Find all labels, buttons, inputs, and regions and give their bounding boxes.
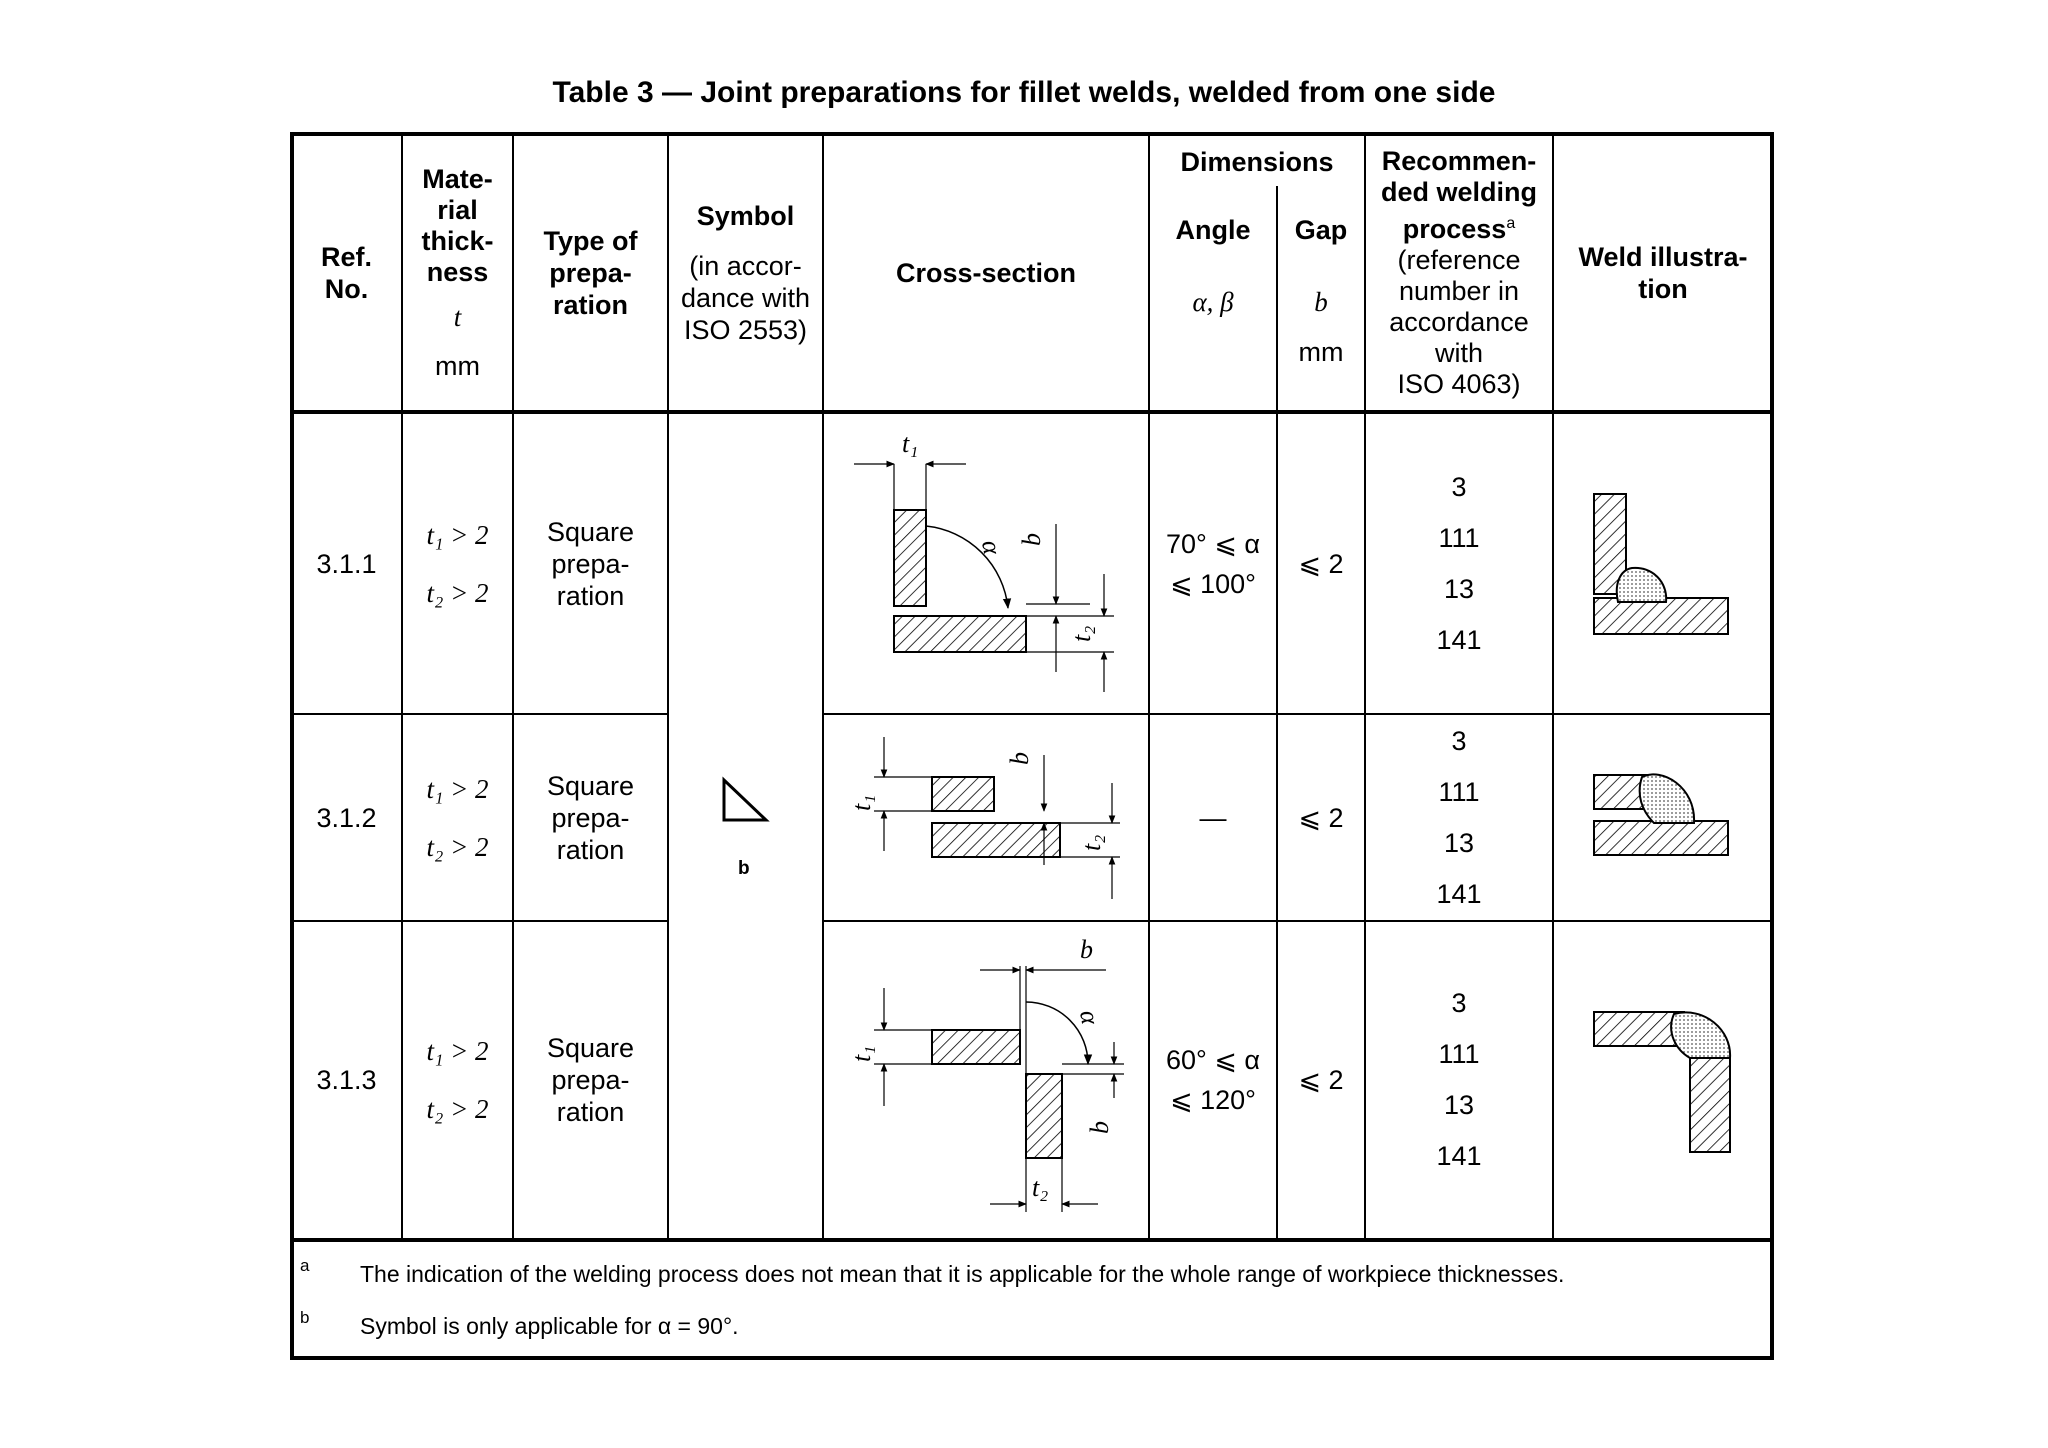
row2-process-item: 13 <box>1443 827 1475 858</box>
row1-process-item: 13 <box>1443 573 1475 604</box>
row3-angle-line: 60° ⩽ α <box>1165 1045 1261 1075</box>
header-ref-line: Ref. <box>320 242 372 272</box>
row1-type <box>514 414 667 713</box>
row2-process <box>1366 715 1552 920</box>
row3-t2: t₂ > 2 <box>426 1094 489 1124</box>
row1-cross-section-diagram <box>824 414 1148 713</box>
row1-t1: t₁ > 2 <box>426 519 489 550</box>
header-material-symbol: t <box>453 302 462 332</box>
header-process-sub-line: number in <box>1398 276 1520 306</box>
header-process-sub-line: (reference <box>1397 245 1521 275</box>
header-material-line: Mate- <box>422 164 493 194</box>
header-symbol-line: dance with <box>680 283 811 313</box>
row2-type-line: Square <box>546 770 635 801</box>
header-gap <box>1278 200 1364 400</box>
row2-ref: 3.1.2 <box>316 802 377 833</box>
header-dimensions-label: Dimensions <box>1180 147 1334 177</box>
row3-type <box>514 922 667 1238</box>
row1-type-line: Square <box>546 516 635 547</box>
t2-label: t₂ <box>1067 625 1096 642</box>
header-cross-section <box>824 136 1148 410</box>
row3-type-line: ration <box>556 1097 625 1127</box>
header-angle-symbol: α, β <box>1192 287 1234 317</box>
header-process-sub-line: accordance <box>1389 307 1529 337</box>
row3-type-line: prepa- <box>551 1065 630 1095</box>
row2-gap: ⩽ 2 <box>1298 802 1344 833</box>
row2-t2: t₂ > 2 <box>426 831 489 862</box>
row2-angle-line: — <box>1199 802 1227 833</box>
row2-process-item: 3 <box>1451 725 1467 756</box>
header-symbol-line: (in accor- <box>689 251 802 281</box>
header-material-unit: mm <box>435 351 480 381</box>
t1-label: t₁ <box>902 429 919 458</box>
t1-label: t₁ <box>847 1045 876 1062</box>
header-material-line: thick- <box>421 226 494 256</box>
footnote-b-mark: b <box>300 1308 310 1327</box>
header-type-line: prepa- <box>549 258 632 288</box>
row2-process-item: 111 <box>1438 776 1480 807</box>
row1-ref: 3.1.1 <box>316 548 377 579</box>
header-symbol <box>669 136 822 410</box>
row2-weld-illustration <box>1554 715 1772 920</box>
row1-angle <box>1150 414 1276 713</box>
header-illustration-line: Weld illustra- <box>1578 242 1748 272</box>
header-dimensions <box>1150 140 1364 184</box>
row1-type-line: ration <box>556 580 625 611</box>
header-material-line: ness <box>426 257 489 287</box>
alpha-label: α <box>1074 1008 1106 1027</box>
header-process-sub-line: ISO 4063) <box>1397 369 1521 399</box>
row3-weld-illustration <box>1554 922 1772 1238</box>
row3-angle <box>1150 922 1276 1238</box>
row3-process-item: 13 <box>1443 1090 1475 1120</box>
b-label: b <box>1005 752 1034 765</box>
row1-process-item: 3 <box>1451 471 1467 502</box>
row2-type <box>514 715 667 920</box>
t2-label: t₂ <box>1032 1173 1049 1202</box>
header-gap-unit: mm <box>1298 337 1344 367</box>
row3-ref: 3.1.3 <box>316 1065 377 1095</box>
row1-type-line: prepa- <box>551 548 630 579</box>
header-type <box>514 136 667 410</box>
header-material <box>403 136 512 410</box>
b-label: b <box>1080 935 1093 964</box>
row1-gap: ⩽ 2 <box>1298 548 1344 579</box>
row1-weld-illustration <box>1554 414 1772 713</box>
row2-type-line: prepa- <box>551 802 630 833</box>
row3-angle-line: ⩽ 120° <box>1170 1085 1256 1115</box>
row1-angle-line: ⩽ 100° <box>1170 568 1256 599</box>
b-label: b <box>1017 533 1046 546</box>
header-process-line: Recommen- <box>1381 146 1537 176</box>
header-angle <box>1150 200 1276 370</box>
header-ref <box>292 136 401 410</box>
header-ref-line: No. <box>324 274 369 304</box>
header-illustration-line: tion <box>1638 274 1688 304</box>
row1-thickness <box>403 414 512 713</box>
row1-process-item: 141 <box>1436 624 1482 655</box>
row3-thickness <box>403 922 512 1238</box>
footnote-b-text: Symbol is only applicable for α = 90°. <box>360 1313 739 1339</box>
symbol-footnote-ref-b: b <box>738 858 750 879</box>
row1-process <box>1366 414 1552 713</box>
header-symbol-title: Symbol <box>696 201 795 231</box>
header-gap-label: Gap <box>1294 215 1348 245</box>
row3-t1: t₁ > 2 <box>426 1036 489 1066</box>
row1-angle-line: 70° ⩽ α <box>1165 528 1261 559</box>
row3-process-item: 3 <box>1451 988 1467 1018</box>
row2-thickness <box>403 715 512 920</box>
row3-process-item: 141 <box>1436 1141 1482 1171</box>
footnote-a-text: The indication of the welding process does not mean that it is applicable for the whole range of workpiece thicknesses. <box>360 1261 1565 1287</box>
header-illustration <box>1554 136 1772 410</box>
row2-process-item: 141 <box>1436 878 1482 909</box>
row2-type-line: ration <box>556 834 625 865</box>
header-symbol-line: ISO 2553) <box>683 315 808 345</box>
header-process-line: process <box>1402 214 1507 244</box>
row3-gap: ⩽ 2 <box>1298 1065 1344 1095</box>
row2-t1: t₁ > 2 <box>426 773 489 804</box>
row1-process-item: 111 <box>1438 522 1480 553</box>
header-type-line: Type of <box>543 226 638 256</box>
header-cross-section-label: Cross-section <box>895 258 1077 288</box>
row2-angle <box>1150 715 1276 920</box>
header-process-line: ded welding <box>1380 177 1537 207</box>
table-title: Table 3 — Joint preparations for fillet welds, welded from one side <box>552 76 1496 109</box>
fillet-weld-symbol-icon <box>720 776 772 826</box>
header-process <box>1366 136 1552 410</box>
header-gap-symbol: b <box>1314 287 1328 317</box>
b-label: b <box>1085 1121 1114 1134</box>
row2-cross-section-diagram <box>824 715 1148 920</box>
footnote-divider <box>290 1238 1774 1242</box>
header-type-line: ration <box>552 290 628 320</box>
t2-label: t₂ <box>1077 834 1106 851</box>
footnote-ref-a: a <box>1506 215 1516 232</box>
row1-t2: t₂ > 2 <box>426 577 489 608</box>
row3-cross-section-diagram <box>824 922 1148 1238</box>
header-angle-label: Angle <box>1175 215 1251 245</box>
row3-process <box>1366 922 1552 1238</box>
header-process-sub-line: with <box>1434 338 1483 368</box>
alpha-label: α <box>976 538 1008 557</box>
footnote-a-mark: a <box>300 1256 310 1275</box>
row3-process-item: 111 <box>1438 1039 1480 1069</box>
t1-label: t₁ <box>847 794 876 811</box>
header-material-line: rial <box>437 195 478 225</box>
row3-type-line: Square <box>546 1033 635 1063</box>
